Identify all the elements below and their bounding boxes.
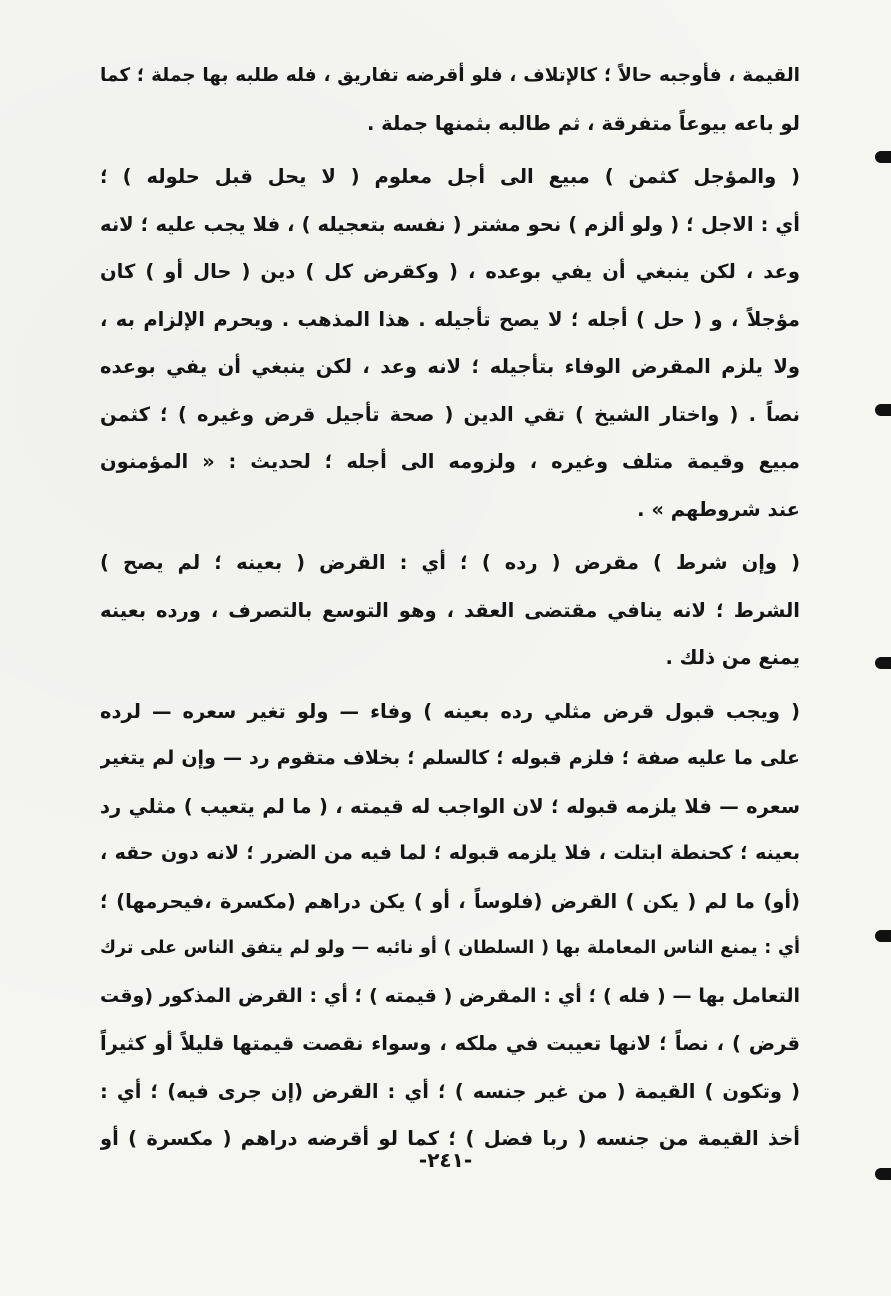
text-line: ولا يلزم المقرض الوفاء بتأجيله ؛ لانه وعد ، لكن ينبغي أن يفي بوعده bbox=[100, 355, 800, 378]
text-line: نصاً . ( واختار الشيخ ) تقي الدين ( صحة تأجيل قرض وغيره ) ؛ كثمن bbox=[100, 402, 800, 426]
text-line: مؤجلاً ، و ( حل ) أجله ؛ لا يصح تأجيله . هذا المذهب . ويحرم الإلزام به ، bbox=[100, 307, 800, 331]
text-line: قرض ) ، نصاً ؛ لانها تعيبت في ملكه ، وسواء نقصت قيمتها قليلاً أو كثيراً bbox=[100, 1032, 800, 1055]
text-line: على ما عليه صفة ؛ فلزم قبوله ؛ كالسلم ؛ بخلاف متقوم رد — وإن لم يتغير bbox=[100, 747, 800, 769]
text-line: ( وإن شرط ) مقرض ( رده ) ؛ أي : القرض ( بعينه ؛ لم يصح ) bbox=[100, 551, 800, 574]
margin-scan-mark bbox=[875, 657, 891, 669]
margin-scan-mark bbox=[875, 151, 891, 163]
text-line: ( والمؤجل كثمن ) مبيع الى أجل معلوم ( لا يحل قبل حلوله ) ؛ bbox=[100, 165, 800, 188]
text-line: سعره — فلا يلزمه قبوله ؛ لان الواجب له قيمته ، ( ما لم يتعيب ) مثلي رد bbox=[100, 794, 800, 818]
text-line: مبيع وقيمة متلف وغيره ، ولزومه الى أجله ؛ لحديث : « المؤمنون bbox=[100, 450, 800, 473]
page-number: -٢٤١- bbox=[418, 1148, 473, 1172]
text-line: وعد ، لكن ينبغي أن يفي بوعده ، ( وكقرض كل ) دين ( حال أو ) كان bbox=[100, 260, 800, 283]
paragraph-1 bbox=[100, 52, 800, 147]
margin-scan-mark bbox=[875, 1168, 891, 1180]
text-line: ( وتكون ) القيمة ( من غير جنسه ) ؛ أي : القرض (إن جرى فيه) ؛ أي : bbox=[100, 1079, 800, 1103]
page-body-text bbox=[100, 52, 800, 1163]
paragraph-3 bbox=[100, 539, 800, 682]
text-line: أي : يمنع الناس المعاملة بها ( السلطان ) أو نائبه — ولو لم يتفق الناس على ترك bbox=[100, 938, 800, 958]
text-line: (أو) ما لم ( يكن ) القرض (فلوساً ، أو ) يكن دراهم (مكسرة ،فيحرمها) ؛ bbox=[100, 889, 800, 913]
text-line: لو باعه بيوعاً متفرقة ، ثم طالبه بثمنها جملة . bbox=[366, 111, 800, 135]
text-line: يمنع من ذلك . bbox=[665, 646, 800, 669]
paragraph-4 bbox=[100, 688, 800, 1163]
text-line: بعينه ؛ كحنطة ابتلت ، فلا يلزمه قبوله ؛ لما فيه من الضرر ؛ لانه دون حقه ، bbox=[100, 842, 800, 864]
text-line: ( ويجب قبول قرض مثلي رده بعينه ) وفاء — ولو تغير سعره — لرده bbox=[100, 699, 800, 723]
text-line: أي : الاجل ؛ ( ولو ألزم ) نحو مشتر ( نفسه بتعجيله ) ، فلا يجب عليه ؛ لانه bbox=[100, 212, 800, 236]
text-line: الشرط ؛ لانه ينافي مقتضى العقد ، وهو التوسع بالتصرف ، ورده بعينه bbox=[100, 598, 800, 622]
text-line: القيمة ، فأوجبه حالاً ؛ كالإتلاف ، فلو أقرضه تفاريق ، فله طلبه بها جملة ؛ كما bbox=[100, 65, 800, 86]
text-line: التعامل بها — ( فله ) ؛ أي : المقرض ( قيمته ) ؛ أي : القرض المذكور (وقت bbox=[100, 984, 800, 1007]
margin-scan-mark bbox=[875, 404, 891, 416]
text-line: عند شروطهم » . bbox=[637, 497, 800, 521]
margin-scan-mark bbox=[875, 930, 891, 942]
paragraph-2 bbox=[100, 153, 800, 533]
text-line: أخذ القيمة من جنسه ( ربا فضل ) ؛ كما لو أقرضه دراهم ( مكسرة ) أو bbox=[100, 1127, 800, 1150]
